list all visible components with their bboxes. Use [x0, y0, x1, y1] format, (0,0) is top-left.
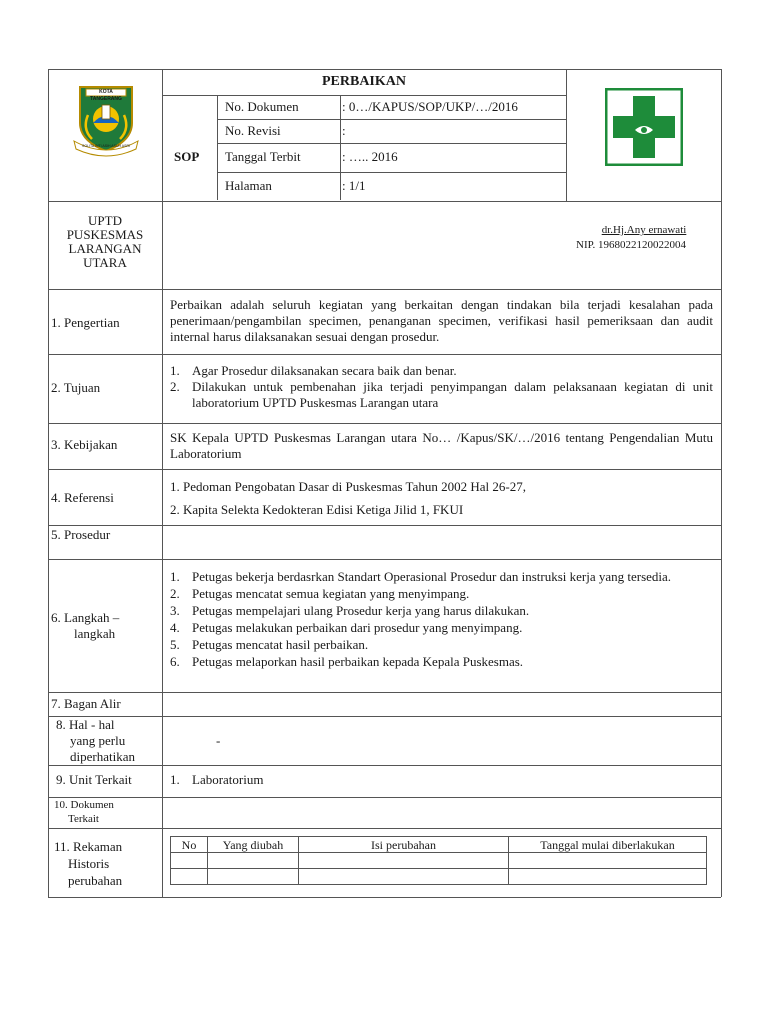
org-name-line: PUSKESMAS	[66, 227, 144, 242]
langkah-list	[170, 568, 713, 670]
border-bottom	[48, 897, 721, 898]
puskesmas-logo	[605, 88, 683, 166]
label-bagan-alir: 7. Bagan Alir	[51, 696, 121, 711]
label-line: 11. Rekaman	[54, 839, 123, 854]
label-line: perubahan	[68, 873, 123, 888]
meta-line-3	[217, 172, 566, 173]
row-line	[48, 828, 721, 829]
referensi-item-2: 2. Kapita Selekta Kedokteran Edisi Ketiga Jilid 1, FKUI	[170, 502, 464, 517]
table-row	[171, 869, 707, 885]
signer-name: dr.Hj.Any ernawati	[601, 224, 687, 236]
table-cell	[171, 853, 208, 869]
list-item: 1. Petugas bekerja berdasrkan Standart Operasional Prosedur dan instruksi kerja yang tersedia.	[170, 569, 672, 584]
row-line	[48, 716, 721, 717]
meta-value-dokumen: : 0…/KAPUS/SOP/UKP/…/2016	[342, 99, 518, 114]
border-right	[721, 69, 722, 897]
label-kebijakan: 3. Kebijakan	[51, 437, 118, 452]
city-label: KOTA TANGERANG	[90, 89, 122, 102]
table-cell	[509, 869, 707, 885]
meta-label-revisi: No. Revisi	[225, 123, 281, 138]
table-row	[171, 853, 707, 869]
border-top	[48, 69, 721, 70]
label-line: Terkait	[68, 813, 99, 825]
border-left	[48, 69, 49, 897]
row-line	[48, 289, 721, 290]
row-line	[48, 692, 721, 693]
label-pengertian: 1. Pengertian	[51, 315, 120, 330]
referensi-item-1: 1. Pedoman Pengobatan Dasar di Puskesmas Tahun 2002 Hal 26-27,	[170, 479, 526, 494]
label-hal	[56, 717, 135, 765]
column-header: No	[171, 837, 208, 853]
meta-divider	[340, 95, 341, 200]
city-motto: SOLITA INTI ASIH ASUH ASRI	[82, 144, 130, 148]
title-underline	[162, 95, 566, 96]
row-line	[48, 201, 721, 202]
kebijakan-text: SK Kepala UPTD Puskesmas Larangan utara No… /Kapus/SK/…/2016 tentang Pengendalian Mutu Laboratorium	[170, 430, 713, 461]
list-item: 4. Petugas melakukan perbaikan dari prosedur yang menyimpang.	[170, 620, 523, 635]
table-cell	[208, 853, 299, 869]
label-line: Historis	[68, 856, 110, 871]
label-referensi: 4. Referensi	[51, 490, 114, 505]
sop-document	[48, 69, 721, 897]
city-emblem	[66, 79, 146, 159]
org-name	[48, 214, 162, 270]
row-line	[48, 354, 721, 355]
column-header: Tanggal mulai diberlakukan	[509, 837, 707, 853]
label-prosedur: 5. Prosedur	[51, 527, 111, 542]
table-cell	[208, 869, 299, 885]
list-item: 3. Petugas mempelajari ulang Prosedur kerja yang harus dilakukan.	[170, 603, 530, 618]
label-tujuan: 2. Tujuan	[51, 380, 101, 395]
label-rekaman	[54, 838, 122, 889]
row-line	[48, 765, 721, 766]
table-cell	[299, 853, 509, 869]
label-line: diperhatikan	[70, 749, 135, 764]
meta-label-terbit: Tanggal Terbit	[225, 149, 301, 164]
list-item: 1. Agar Prosedur dilaksanakan secara baik dan benar.	[170, 363, 457, 378]
unit-number: 1.	[170, 772, 180, 787]
org-name-line: UTARA	[83, 255, 127, 270]
meta-value-revisi: :	[342, 123, 346, 138]
row-line	[48, 797, 721, 798]
row-line	[48, 469, 721, 470]
tujuan-list	[170, 363, 713, 411]
column-header: Isi perubahan	[299, 837, 509, 853]
meta-line-1	[217, 119, 566, 120]
label-dokumen-terkait	[54, 798, 114, 826]
hal-value: -	[216, 733, 221, 748]
label-line: yang perlu	[70, 733, 126, 748]
health-cross-icon	[605, 88, 683, 166]
table-cell	[171, 869, 208, 885]
label-langkah-2: langkah	[74, 626, 116, 641]
sop-divider	[217, 95, 218, 200]
column-header: Yang diubah	[208, 837, 299, 853]
signer-nip: NIP. 1968022120022004	[576, 239, 687, 251]
row-line	[48, 423, 721, 424]
header-right-divider	[566, 69, 567, 201]
sop-label: SOP	[174, 149, 200, 164]
row-line	[48, 559, 721, 560]
document-title: PERBAIKAN	[321, 74, 406, 89]
meta-value-halaman: : 1/1	[342, 178, 366, 193]
table-header-row	[171, 837, 707, 853]
meta-label-halaman: Halaman	[225, 178, 272, 193]
label-line: 10. Dokumen	[54, 799, 114, 811]
label-langkah: 6. Langkah –	[51, 610, 120, 625]
list-item: 2. Dilakukan untuk pembenahan jika terjadi penyimpangan dalam pelaksanaan kegiatan di unit laboratorium UPTD Puskesmas Larangan utara	[170, 379, 713, 410]
label-column-divider	[162, 69, 163, 897]
list-item: 6. Petugas melaporkan hasil perbaikan kepada Kepala Puskesmas.	[170, 654, 524, 669]
unit-value: Laboratorium	[192, 772, 264, 787]
meta-line-2	[217, 143, 566, 144]
pengertian-text: Perbaikan adalah seluruh kegiatan yang berkaitan dengan tindakan bila terjadi kesalahan pada penerimaan/pengambilan specimen, penanganan specimen, verifikasi hasil pemeriksaan dan audit internal harus dilaksanakan sesuai dengan prosedur.	[170, 297, 713, 344]
label-unit-terkait: 9. Unit Terkait	[56, 772, 132, 787]
meta-label-dokumen: No. Dokumen	[225, 99, 299, 114]
org-name-line: UPTD	[88, 213, 122, 228]
table-cell	[509, 853, 707, 869]
label-line: 8. Hal - hal	[56, 717, 115, 732]
list-item: 5. Petugas mencatat hasil perbaikan.	[170, 637, 369, 652]
meta-value-terbit: : ….. 2016	[342, 149, 398, 164]
table-cell	[299, 869, 509, 885]
list-item: 2. Petugas mencatat semua kegiatan yang menyimpang.	[170, 586, 470, 601]
row-line	[48, 525, 721, 526]
history-table	[170, 836, 707, 885]
org-name-line: LARANGAN	[68, 241, 142, 256]
